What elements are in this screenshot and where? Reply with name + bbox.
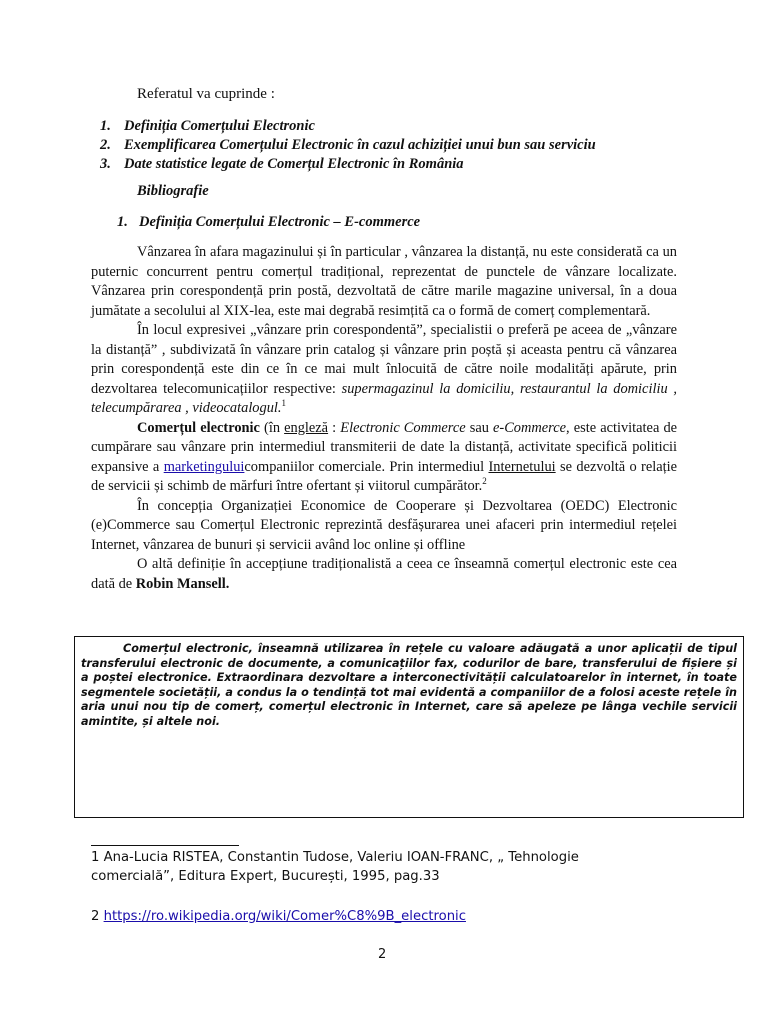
toc-item-text: Date statistice legate de Comerțul Electronic în România — [124, 156, 464, 172]
paragraph-3-italic: e-Commerce — [493, 419, 567, 436]
section-number: 1. — [117, 214, 128, 230]
paragraph-3-text: se dezvoltă o relație de servicii și schimb de mărfuri între ofertant și viitorul cumpărător. — [91, 458, 678, 494]
toc-item-number: 2. — [100, 137, 111, 153]
paragraph-3-text: : — [328, 419, 341, 436]
toc-item — [100, 117, 596, 136]
page-number: 2 — [378, 947, 387, 962]
paragraph-3-text: (în — [259, 419, 285, 436]
toc-item — [100, 155, 596, 174]
paragraph-5-text: O altă definiție în accepțiune tradiționalistă a ceea ce înseamnă comerțul electronic este cea dată de — [91, 556, 677, 592]
link-marketingului[interactable]: marketingului — [163, 458, 245, 475]
paragraph-2 — [91, 321, 677, 419]
intro-text: Referatul va cuprinde : — [137, 86, 275, 102]
author-name: Robin Mansell. — [135, 575, 230, 592]
footnote-1: 1 Ana-Lucia RISTEA, Constantin Tudose, Valeriu IOAN-FRANC, „ Tehnologie comercială”, Editura Expert, București, 1995, pag.33 — [91, 850, 579, 884]
bibliography-heading: Bibliografie — [137, 183, 209, 199]
paragraph-4: În concepția Organizației Economice de Cooperare și Dezvoltarea (OEDC) Electronic (e)Commerce sau Comerțul Electronic reprezintă desfășurarea unei afaceri prin intermediul rețelei Internet, vânzarea de bunuri și servicii având loc online și offline — [91, 497, 677, 553]
quote-box — [74, 636, 744, 818]
paragraph-1: Vânzarea în afara magazinului și în particular , vânzarea la distanță, nu este considerată ca un puternic concurrent pentru comerțul tradițional, reprezentat de punctele de vânzare localizate. Vânzarea prin corespondență prin postă, dezvoltată de către marile magazine universal, în a doua jumătate a secolului al XIX-lea, este mai degrabă resimțită ca o formă de comerț complementară. — [91, 244, 677, 319]
toc-item-text: Exemplificarea Comerțului Electronic în cazul achiziției unui bun sau serviciu — [124, 137, 596, 153]
toc-item — [100, 136, 596, 155]
paragraph-3-text: sau — [465, 419, 494, 436]
paragraph-3-bold: Comerțul electronic — [137, 419, 260, 436]
footnote-2 — [91, 908, 651, 927]
paragraph-3-text: , este activitatea de cumpărare sau vânzare prin intermediul transmiterii de date la distanță, activitate specifică politicii expansive a — [91, 419, 678, 475]
footnote-ref-1[interactable]: 1 — [281, 398, 286, 409]
quote-text: Comerțul electronic, înseamnă utilizarea în rețele cu valoare adăugată a unor aplicații de tipul transferului electronic de documente, a comunicațiilor fax, codurilor de bare, transferului de fișiere și a poștei electronice. Extraordinara dezvoltare a interconectivității calculatoarelor în internet, în toate segmentele societății, a condus la o tendință tot mai evidentă a companiilor de a folosi aceste rețele în aria unui nou tip de comerț, comerțul electronic în Internet, care să apeleze pe lânga vechile servicii amintite, și altele noi. — [81, 642, 737, 728]
toc-item-text: Definiția Comerțului Electronic — [124, 118, 315, 134]
footnote-ref-2[interactable]: 2 — [482, 476, 487, 487]
paragraph-3 — [91, 419, 677, 497]
paragraph-2-italic: supermagazinul la domiciliu, restaurantul la domiciliu , telecumpărarea , videocatalogul. — [91, 380, 677, 416]
section-heading — [117, 214, 420, 231]
link-internetului[interactable]: Internetului — [488, 458, 556, 475]
paragraph-3-text: companiilor comerciale. Prin intermediul — [244, 458, 489, 475]
body-text — [91, 243, 677, 594]
table-of-contents — [100, 117, 596, 174]
paragraph-2-text: În locul expresivei „vânzare prin corespondentă”, specialistii o preferă pe aceea de „vânzare la distanță” , subdivizată în vânzare prin catalog și vânzare prin poștă și aceasta pentru că vânzarea prin corespondență este din ce în ce mai mult înlocuită de către noile modalități apărute, prin dezvoltarea telecomunicațiilor respective: — [91, 322, 677, 397]
footnote-2-link[interactable]: https://ro.wikipedia.org/wiki/Comer%C8%9B_electronic — [103, 909, 466, 924]
toc-item-number: 1. — [100, 118, 111, 134]
paragraph-5 — [91, 555, 677, 594]
footnote-2-number: 2 — [91, 909, 104, 924]
paragraph-3-italic: Electronic Commerce — [340, 419, 466, 436]
section-title: Definiția Comerțului Electronic – E-commerce — [139, 214, 421, 230]
link-engleza[interactable]: engleză — [284, 419, 329, 436]
footnote-separator — [91, 845, 239, 846]
toc-item-number: 3. — [100, 156, 111, 172]
